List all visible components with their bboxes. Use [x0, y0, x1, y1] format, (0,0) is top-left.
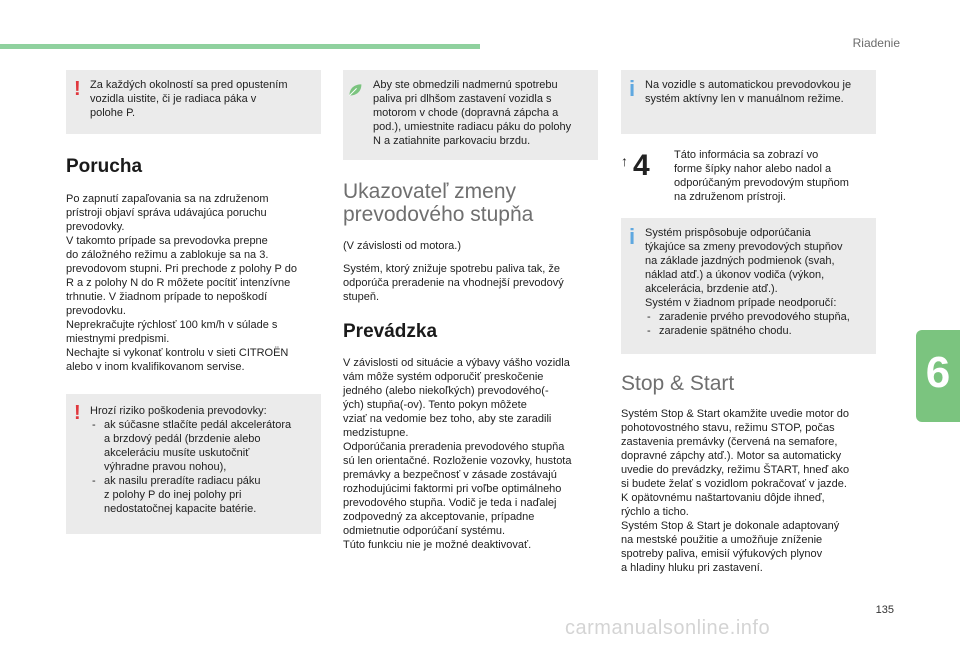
section-title: Riadenie [852, 36, 900, 50]
warning-icon: ! [74, 78, 81, 100]
fault-text: Po zapnutí zapaľovania sa na združenom prístroji objaví správa udávajúca poruchu prevodovky. V takomto prípade sa prevodovka prepne do záložného režimu a zablokuje sa na 3. prevodovom stupni. Pri prechode z polohy P do R a z polohy N do R môžete pocítiť intenzívne trhnutie. V žiadnom prípade to nepoškodí prevodovku. Neprekračujte rýchlosť 100 km/h v súlade s miestnymi predpismi. Nechajte si vykonať kontrolu v sieti CITROËN alebo v inom kvalifikovanom servise. [66, 193, 297, 373]
header-accent-bar [0, 44, 480, 49]
info-text: Na vozidle s automatickou prevodovkou je systém aktívny len v manuálnom režime. [645, 79, 852, 105]
info-adaptive-text: Systém prispôsobuje odporúčania týkajúce sa zmeny prevodových stupňov na základe jazdných podmienok (svah, náklad atď.) a úkonov vodiča (výkon, akcelerácia, brzdenie atď.). Systém v žiadnom prípade neodporučí: [645, 227, 843, 309]
warning-icon: ! [74, 402, 81, 424]
column-right [621, 70, 876, 575]
list-item: - zaradenie spätného chodu. [645, 324, 866, 338]
warning-intro: Hrozí riziko poškodenia prevodovky: [90, 405, 267, 417]
warning-text: Za každých okolností sa pred opustením vozidla uistite, či je radiaca páka v polohe P. [90, 79, 288, 119]
stop-start-title: Stop & Start [621, 372, 735, 395]
info-adaptive-list [645, 310, 866, 338]
eco-leaf-icon [347, 82, 363, 98]
list-item: - zaradenie prvého prevodového stupňa, [645, 310, 866, 324]
chapter-tab [916, 330, 960, 422]
display-note: ↑ 4 Táto informácia sa zobrazí vo forme šípky nahor alebo nadol a odporúčaným prevodovým stupňom na združenom prístroji. [621, 149, 849, 203]
page-number: 135 [875, 604, 894, 616]
warning-box-park [66, 70, 321, 134]
warning-list [90, 418, 311, 516]
eco-tip-box [343, 70, 598, 160]
list-item: - ak nasilu preradíte radiacu páku z polohy P do inej polohy pri nedostatočnej kapacite batérie. [90, 474, 311, 516]
indicator-title: Ukazovateľ zmeny prevodového stupňa [343, 180, 534, 226]
indicator-text: Systém, ktorý znižuje spotrebu paliva tak, že odporúča preradenie na vhodnejší prevodový stupeň. [343, 263, 564, 303]
column-left [66, 70, 321, 534]
stop-start-text: Systém Stop & Start okamžite uvedie motor do pohotovostného stavu, režimu STOP, počas zastavenia premávky (červená na semafore, dopravné zápchy atď.). Motor sa automaticky uvedie do prevádzky, režimu ŠTART, hneď ako si budete želať s vozidlom pokračovať v jazde. K opätovnému naštartovaniu dôjde ihneď, rýchlo a ticho. Systém Stop & Start je dokonale adaptovaný na mestské použitie a umožňuje zníženie spotreby paliva, emisií výfukových plynov a hladiny hluku pri zastavení. [621, 408, 850, 574]
engine-note: (V závislosti od motora.) [343, 240, 461, 252]
chapter-number: 6 [925, 348, 951, 397]
info-icon: i [629, 76, 636, 101]
fault-heading: Porucha [66, 156, 143, 177]
operation-heading: Prevádzka [343, 321, 438, 342]
operation-text: V závislosti od situácie a výbavy vášho vozidla vám môže systém odporučiť preskočenie jedného (alebo niekoľkých) prevodového(- ých) stupňa(-ov). Tento pokyn môžete vziať na vedomie bez toho, aby ste zaradili medzistupne. Odporúčania preradenia prevodového stupňa sú len orientačné. Rozloženie vozovky, hustota premávky a bezpečnosť v zásade zostávajú rozhodujúcimi faktormi pri voľbe optimálneho prevodového stupňa. Vodič je teda i naďalej zodpovedný za akceptovanie, prípadne odmietnutie odporúčaní systému. Túto funkciu nie je možné deaktivovať. [343, 357, 572, 551]
info-icon: i [629, 224, 636, 249]
info-box-adaptive [621, 218, 876, 354]
gear-shift-indicator-icon: ↑ 4 [621, 149, 650, 182]
watermark: carmanualsonline.info [565, 617, 771, 639]
eco-tip-text: Aby ste obmedzili nadmernú spotrebu paliva pri dlhšom zastavení vozidla s motorom v chode (dopravná zápcha a pod.), umiestnite radiacu páku do polohy N a zatiahnite parkovaciu brzdu. [373, 79, 572, 147]
column-middle [343, 70, 598, 552]
list-item: - ak súčasne stlačíte pedál akcelerátora a brzdový pedál (brzdenie alebo akceleráciu musíte uskutočniť výhradne pravou nohou), [90, 418, 311, 474]
info-box-automatic [621, 70, 876, 134]
arrow-up-icon: ↑ [621, 153, 628, 169]
warning-box-damage [66, 394, 321, 534]
